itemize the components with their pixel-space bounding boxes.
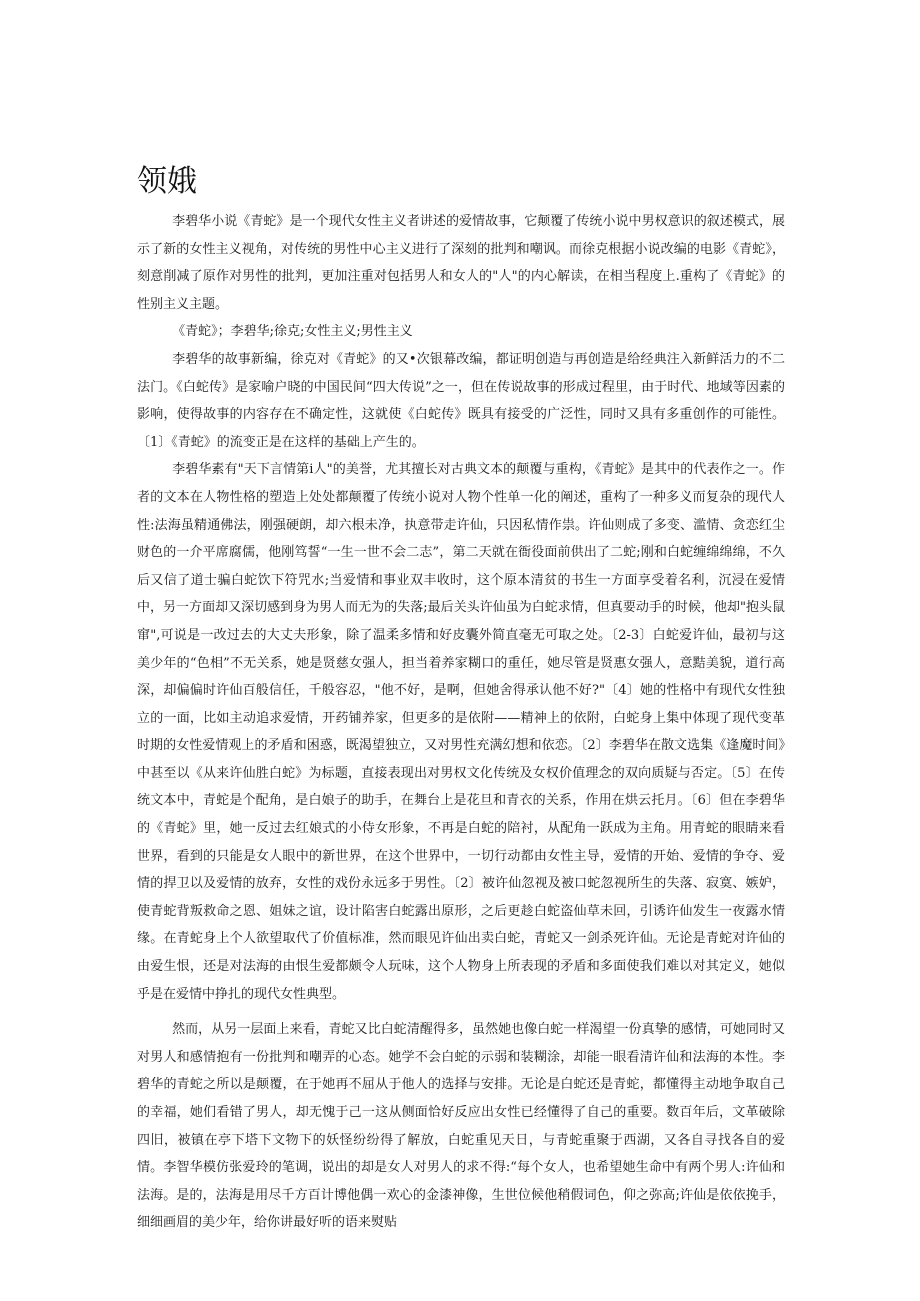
abstract-paragraph: 李碧华小说《青蛇》是一个现代女性主义者讲述的爱情故事，它颠覆了传统小说中男权意识的叙述模式，展示了新的女性主义视角，对传统的男性中心主义进行了深刻的批判和嘲讽。而徐克根据小说改编的电影《青蛇》，刻意削减了原作对男性的批判，更加注重对包括男人和女人的"人"的内心解读，在相当程度上.重构了《青蛇》的性别主义主题。	[137, 214, 785, 312]
keywords-line: 《青蛇》；李碧华;徐克;女性主义;男性主义	[172, 324, 413, 340]
body-paragraph-1: 李碧华的故事新编，徐克对《青蛇》的又•次银幕改编，都证明创造与再创造是给经典注入新鲜活力的不二法门。《白蛇传》是家喻户晓的中国民间“四大传说”之一，但在传说故事的形成过程里，由于时代、地域等因素的影响，使得故事的内容存在不确定性，这就使《白蛇传》既具有接受的广泛性，同时又具有多重创作的可能性。〔1〕《青蛇》的流变正是在这样的基础上产生的。	[137, 351, 785, 450]
body-paragraph-3: 然而，从另一层面上来看，青蛇又比白蛇清醒得多，虽然她也像白蛇一样渴望一份真挚的感情，可她同时又对男人和感情抱有一份批判和嘲弄的心态。她学不会白蛇的示弱和装糊涂，却能一眼看清许仙和法海的本性。李碧华的青蛇之所以是颠覆，在于她再不屈从于他人的选择与安排。无论是白蛇还是青蛇，都懂得主动地争取自己的幸福，她们看错了男人，却无愧于己一这从侧面恰好反应出女性已经懂得了自己的重要。数百年后，文革破除四旧，被镇在亭下塔下文物下的妖怪纷纷得了解放，白蛇重见天日，与青蛇重聚于西湖，又各自寻找各自的爱情。李智华模仿张爱玲的笔调，说出的却是女人对男人的求不得:“每个女人，也希望她生命中有两个男人:许仙和法海。是的，法海是用尽千方百计博他偶一欢心的金漆神像，生世位候他稍假词色，仰之弥高;许仙是依依挽手，细细画眉的美少年，给你讲最好听的语来熨贴	[137, 1022, 785, 1231]
document-body	[137, 208, 785, 1237]
body-paragraph-2: 李碧华素有"天下言情第i人"的美誉，尤其擅长对古典文本的颠覆与重构，《青蛇》是其中的代表作之一。作者的文本在人物性格的塑造上处处都颠覆了传统小说对人物个性单一化的阐述，重构了一种多义而复杂的现代人性:法海虽精通佛法，刚强硬朗，却六根未净，执意带走许仙，只因私情作祟。许仙则成了多变、滥情、贪恋红尘财色的一介平席腐儒，他刚笃誓“一生一世不会二志”，第二天就在衙役面前供出了二蛇;刚和白蛇缠绵绵绵，不久后又信了道士骗白蛇饮下符咒水;当爱情和事业双丰收时，这个原本清贫的书生一方面享受着名利，沉浸在爱情中，另一方面却又深切感到身为男人而无为的失落;最后关头许仙虽为白蛇求情，但真要动手的时候，他却"抱头鼠窜",可说是一改过去的大丈夫形象，除了温柔多情和好皮囊外简直毫无可取之处。〔2-3〕白蛇爱许仙，最初与这美少年的“色相”不无关系，她是贤慈女强人，担当着养家糊口的重任，她尽管是贤惠女强人，意黠美貌，道行高深，却偏偏时许仙百般信任，千般容忍，"他不好，是啊，但她舍得承认他不好?"〔4〕她的性格中有现代女性独立的一面，比如主动追求爱情，开药铺养家，但更多的是依附——精神上的依附，白蛇身上集中体现了现代变革时期的女性爱情观上的矛盾和困惑，既渴望独立，又对男性充满幻想和依恋。〔2〕李碧华在散文选集《逢魔时间》中甚至以《从来许仙胜白蛇》为标题，直接表现出对男权文化传统及女权价值理念的双向质疑与否定。〔5〕在传统文本中，青蛇是个配角，是白娘子的助手，在舞台上是花旦和青衣的关系，作用在烘云托月。〔6〕但在李碧华的《青蛇》里，她一反过去红娘式的小侍女形象，不再是白蛇的陪衬，从配角一跃成为主角。用青蛇的眼睛来看世界，看到的只能是女人眼中的新世界，在这个世界中，一切行动都由女性主导，爱情的开始、爱情的争夺、爱情的捍卫以及爱情的放弃，女性的戏份永远多于男性。〔2〕被许仙忽视及被口蛇忽视所生的失落、寂寞、嫉妒，使青蛇背叛救命之恩、姐妹之谊，设计陷害白蛇露出原形，之后更趁白蛇盗仙草未回，引诱许仙发生一夜露水情缘。在青蛇身上个人欲望取代了价值标准，然而眼见许仙出卖白蛇，青蛇又一剑杀死许仙。无论是青蛇对许仙的由爱生恨，还是对法海的由恨生爱都颇令人玩味，这个人物身上所表现的矛盾和多面使我们难以对其定义，她似乎是在爱情中挣扎的现代女性典型。	[137, 462, 785, 1002]
document-title: 领娥	[137, 164, 197, 199]
